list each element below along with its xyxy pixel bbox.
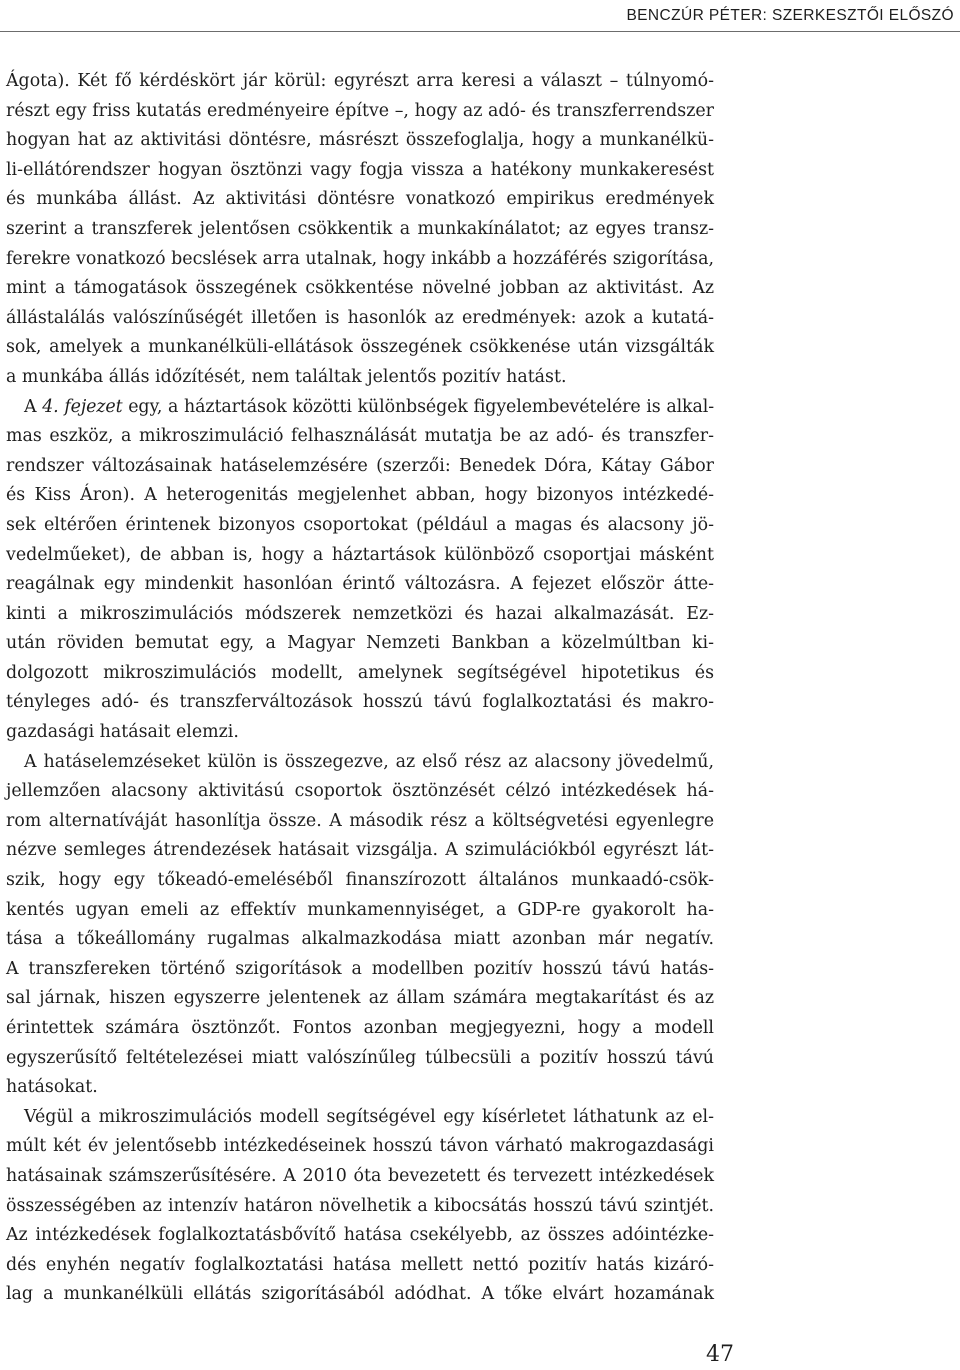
text-line: li-ellátórendszer hogyan ösztönzi vagy fogja vissza a hatékony munkakeresést [6,159,714,180]
text-line: és Kiss Áron). A heterogenitás megjelenhet abban, hogy bizonyos intézkedé- [6,485,714,506]
running-header: BENCZÚR PÉTER: SZERKESZTŐI ELŐSZÓ [626,7,954,24]
text-line: a munkába állás időzítését, nem találtak jelentős pozitív hatást. [6,366,567,387]
text-line: jellemzően alacsony aktivitású csoportok ösztönzését célzó intézkedések há- [6,781,714,802]
chapter-reference: 4. fejezet [42,396,123,417]
chapter-prefix: A [24,396,43,417]
text-line-chapter-reference [6,393,714,423]
text-line: részt egy friss kutatás eredményeire építve –, hogy az adó- és transzferrendszer [6,100,714,121]
page-number: 47 [706,1342,734,1367]
text-line: sal járnak, hiszen egyszerre jelentenek az állam számára megtakarítást és az [6,988,714,1009]
text-line: kinti a mikroszimulációs módszerek nemzetközi és hazai alkalmazását. Ez- [6,603,714,624]
text-line: lag a munkanélküli ellátás szigorításából adódhat. A tőke elvárt hozamának [6,1284,714,1305]
text-line: mas eszköz, a mikroszimuláció felhasználását mutatja be az adó- és transzfer- [6,426,714,447]
text-line: érintettek számára ösztönzőt. Fontos azonban megjegyezni, hogy a modell [6,1018,714,1038]
text-line: sek eltérően érintenek bizonyos csoportokat (például a magas és alacsony jö- [6,514,714,535]
text-line: dolgozott mikroszimulációs modellt, amelynek segítségével hipotetikus és [6,662,714,683]
text-line: A transzfereken történő szigorítások a modellben pozitív hosszú távú hatás- [6,958,714,979]
text-line-rest: egy, a háztartások közötti különbségek figyelembevételére is alkal- [128,396,714,417]
text-line: rom alternatíváját hasonlítja össze. A második rész a költségvetési egyenlegre [6,810,714,831]
text-line: vedelműeket), de abban is, hogy a háztartások különböző csoportjai másként [6,544,714,565]
text-line: összességében az intenzív határon növelhetik a kibocsátás hosszú távú szintjét. [6,1195,714,1216]
text-line: szerint a transzferek jelentősen csökkentik a munkakínálatot; az egyes transz- [6,218,714,239]
text-line: hatásokat. [6,1077,98,1098]
text-line: rendszer változásainak hatáselemzésére (szerzői: Benedek Dóra, Kátay Gábor [6,455,714,476]
text-line: A hatáselemzéseket külön is összegezve, az első rész az alacsony jövedelmű, [24,751,714,772]
text-line: szik, hogy egy tőkeadó-emeléséből finanszírozott általános munkaadó-csök- [6,870,714,891]
text-line: ferekre vonatkozó becslések arra utalnak, hogy inkább a hozzáférés szigorítása, [6,248,714,269]
text-line: nézve semleges átrendezések hatásait vizsgálja. A szimulációkból egyrészt lát- [6,840,714,861]
text-line: mint a támogatások összegének csökkentése növelné jobban az aktivitást. Az [6,278,714,299]
text-line: gazdasági hatásait elemzi. [6,722,239,743]
text-line: Végül a mikroszimulációs modell segítségével egy kísérletet láthatunk az el- [24,1106,714,1127]
text-line: sok, amelyek a munkanélküli-ellátások összegének csökkenése után vizsgálták [6,337,714,358]
text-line: után röviden bemutat egy, a Magyar Nemzeti Bankban a közelmúltban ki- [6,633,714,654]
text-line: tása a tőkeállomány rugalmas alkalmazkodása miatt azonban már negatív. [6,929,714,950]
text-line: dés enyhén negatív foglalkoztatási hatása mellett nettó pozitív hatás kizáró- [6,1254,714,1275]
text-line: tényleges adó- és transzferváltozások hosszú távú foglalkoztatási és makro- [6,692,714,713]
text-line: egyszerűsítő feltételezései miatt valószínűleg túlbecsüli a pozitív hosszú távú [6,1047,714,1068]
text-line: múlt két év jelentősebb intézkedéseinek hosszú távon várható makrogazdasági [6,1136,714,1157]
text-line: kentés ugyan emeli az effektív munkamennyiséget, a GDP-re gyakorolt ha- [6,899,714,920]
text-line: Az intézkedések foglalkoztatásbővítő hatása csekélyebb, az összes adóintézke- [6,1225,714,1246]
text-line: állástalálás valószínűségét illetően is hasonlók az eredmények: azok a kutatá- [6,307,714,328]
body-text [6,67,714,1310]
text-line: hatásainak számszerűsítésére. A 2010 óta bevezetett és tervezett intézkedések [6,1165,714,1186]
header-rule [0,31,960,32]
text-line: és munkába állást. Az aktivitási döntésre vonatkozó empirikus eredmények [6,189,714,210]
text-line: reagálnak egy mindenkit hasonlóan érintő változásra. A fejezet először átte- [6,574,714,595]
text-line: Ágota). Két fő kérdéskört jár körül: egyrészt arra keresi a választ – túlnyomó- [6,71,714,91]
text-line: hogyan hat az aktivitási döntésre, másrészt összefoglalja, hogy a munkanélkü- [6,130,714,151]
